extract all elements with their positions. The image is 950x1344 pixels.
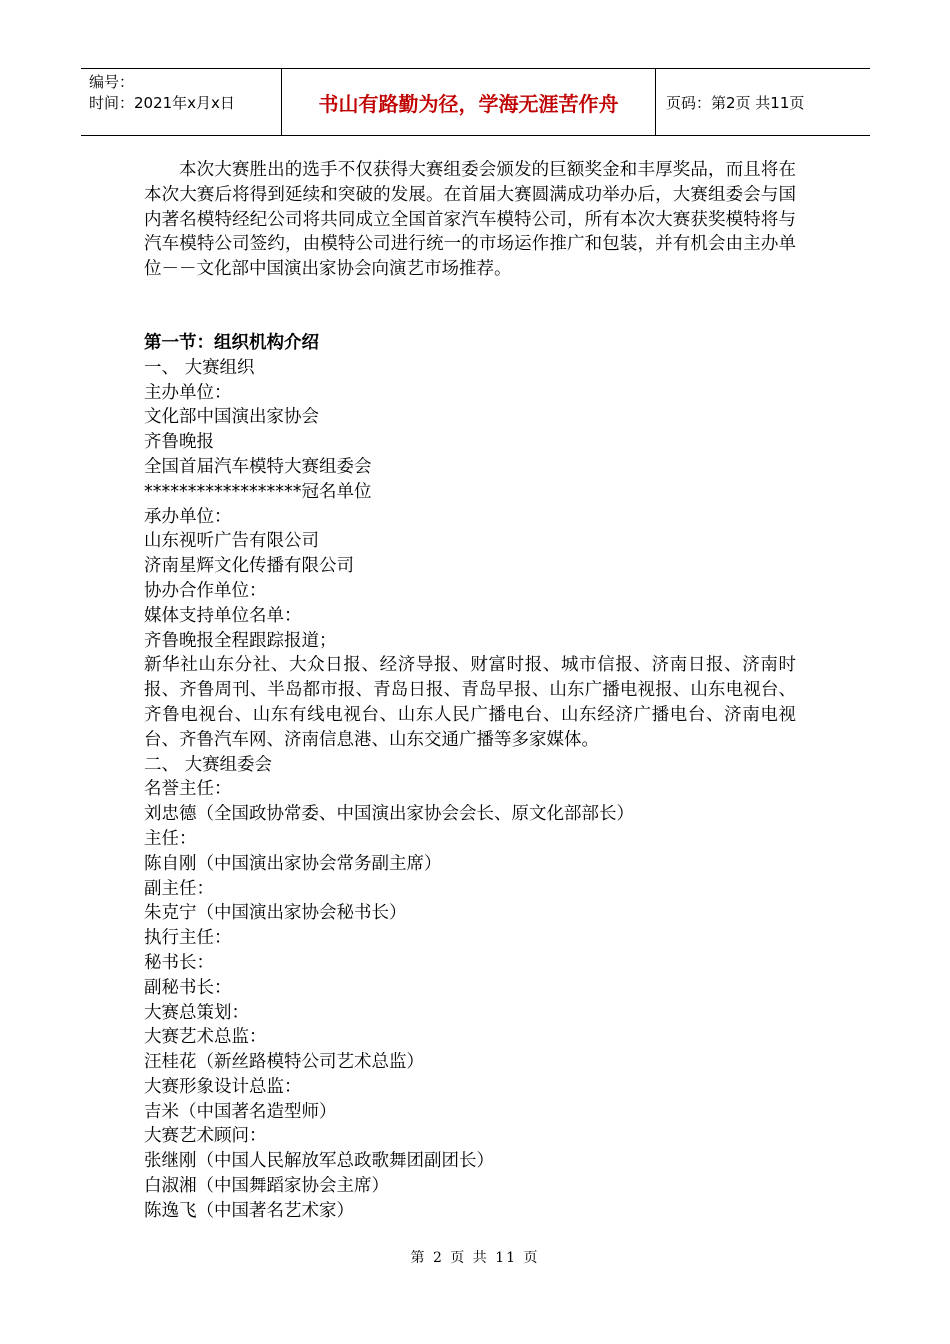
text-line: 大赛形象设计总监： [144,1076,302,1097]
text-line: 齐鲁晚报全程跟踪报道； [144,630,337,651]
document-body [144,158,796,1224]
text-line: 白淑湘（中国舞蹈家协会主席） [144,1176,389,1197]
text-line: 济南星辉文化传播有限公司 [144,556,354,577]
text-line: 汪桂花（新丝路模特公司艺术总监） [144,1052,424,1073]
page-footer: 第 2 页 共 11 页 [410,1250,540,1266]
text-line: 协办合作单位： [144,580,267,601]
header-meta [81,69,282,135]
header-page-number: 页码：第2页 共11页 [666,93,805,112]
page-header [81,68,870,136]
text-line: 全国首届汽车模特大赛组委会 [144,456,372,477]
text-line: 主办单位： [144,382,232,403]
text-line: 媒体支持单位名单： [144,605,302,626]
text-line: 承办单位： [144,506,232,527]
text-line: 二、 大赛组委会 [144,754,273,775]
text-line: 朱克宁（中国演出家协会秘书长） [144,903,407,924]
text-line: 山东视听广告有限公司 [144,531,319,552]
media-paragraph: 新华社山东分社、大众日报、经济导报、财富时报、城市信报、济南日报、济南时报、齐鲁周刊、半岛都市报、青岛日报、青岛早报、山东广播电视报、山东电视台、齐鲁电视台、山东有线电视台、山东人民广播电台、山东经济广播电台、济南电视台、齐鲁汽车网、济南信息港、山东交通广播等多家媒体。 [144,655,796,750]
text-line: 副秘书长： [144,977,232,998]
text-line: 大赛艺术总监： [144,1027,267,1048]
text-line: 名誉主任： [144,779,232,800]
section-title: 第一节：组织机构介绍 [144,332,319,353]
text-line: 吉米（中国著名造型师） [144,1101,337,1122]
text-line: 副主任： [144,878,214,899]
text-line: 张继刚（中国人民解放军总政歌舞团副团长） [144,1151,494,1172]
document-date: 时间：2021年x月x日 [89,94,235,112]
intro-paragraph: 本次大赛胜出的选手不仅获得大赛组委会颁发的巨额奖金和丰厚奖品，而且将在本次大赛后将得到延续和突破的发展。在首届大赛圆满成功举办后，大赛组委会与国内著名模特经纪公司将共同成立全国首家汽车模特公司，所有本次大赛获奖模特将与汽车模特公司签约，由模特公司进行统一的市场运作推广和包装，并有机会由主办单位－－文化部中国演出家协会向演艺市场推荐。 [144,160,796,280]
text-line: 齐鲁晚报 [144,432,214,453]
text-line: 大赛艺术顾问： [144,1126,267,1147]
text-line: 文化部中国演出家协会 [144,407,319,428]
text-line: 大赛总策划： [144,1002,249,1023]
text-line: 一、 大赛组织 [144,357,255,378]
document-number: 编号： [89,73,135,91]
text-line: 陈自刚（中国演出家协会常务副主席） [144,853,442,874]
text-line: 执行主任： [144,928,232,949]
text-line: ******************冠名单位 [144,481,372,502]
header-motto: 书山有路勤为径，学海无涯苦作舟 [282,69,656,135]
text-line: 刘忠德（全国政协常委、中国演出家协会会长、原文化部部长） [144,804,634,825]
text-line: 主任： [144,828,197,849]
text-line: 秘书长： [144,952,214,973]
text-line: 陈逸飞（中国著名艺术家） [144,1200,354,1221]
